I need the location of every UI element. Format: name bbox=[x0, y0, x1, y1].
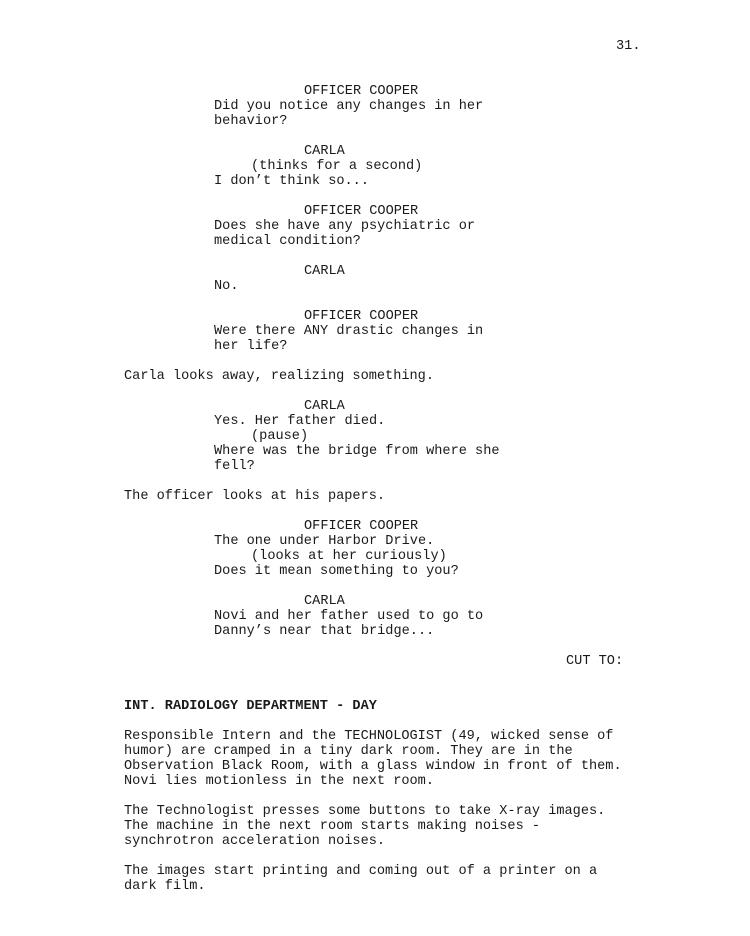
parenthetical: (pause) bbox=[251, 429, 309, 444]
dialogue-block bbox=[124, 399, 684, 474]
action-line: Carla looks away, realizing something. bbox=[124, 369, 434, 384]
dialogue-line: fell? bbox=[214, 459, 255, 474]
dialogue-block bbox=[124, 519, 684, 579]
character-name: OFFICER COOPER bbox=[304, 309, 419, 324]
dialogue-line: No. bbox=[214, 279, 239, 294]
character-name: CARLA bbox=[304, 144, 345, 159]
dialogue-line: Yes. Her father died. bbox=[214, 414, 386, 429]
page-number: 31. bbox=[616, 39, 641, 54]
action-block bbox=[124, 804, 684, 849]
dialogue-line: Does she have any psychiatric or bbox=[214, 219, 476, 234]
action-line: dark film. bbox=[124, 879, 206, 894]
parenthetical: (looks at her curiously) bbox=[251, 549, 447, 564]
script-body bbox=[124, 84, 684, 909]
character-name: CARLA bbox=[304, 594, 345, 609]
parenthetical: (thinks for a second) bbox=[251, 159, 423, 174]
character-name: OFFICER COOPER bbox=[304, 519, 419, 534]
dialogue-block bbox=[124, 594, 684, 639]
action-line: Novi lies motionless in the next room. bbox=[124, 774, 434, 789]
action-block bbox=[124, 489, 684, 504]
scene-heading: INT. RADIOLOGY DEPARTMENT - DAY bbox=[124, 699, 377, 714]
action-block bbox=[124, 864, 684, 894]
dialogue-line: Did you notice any changes in her bbox=[214, 99, 484, 114]
dialogue-line: The one under Harbor Drive. bbox=[214, 534, 435, 549]
transition: CUT TO: bbox=[566, 654, 624, 669]
dialogue-line: Were there ANY drastic changes in bbox=[214, 324, 484, 339]
action-line: The Technologist presses some buttons to take X-ray images. bbox=[124, 804, 606, 819]
dialogue-line: Where was the bridge from where she bbox=[214, 444, 500, 459]
dialogue-block bbox=[124, 144, 684, 189]
character-name: OFFICER COOPER bbox=[304, 204, 419, 219]
dialogue-line: Danny’s near that bridge... bbox=[214, 624, 435, 639]
action-block bbox=[124, 369, 684, 384]
action-line: The machine in the next room starts making noises - bbox=[124, 819, 541, 834]
dialogue-block bbox=[124, 84, 684, 129]
dialogue-line: Novi and her father used to go to bbox=[214, 609, 484, 624]
action-line: The images start printing and coming out of a printer on a bbox=[124, 864, 598, 879]
action-line: synchrotron acceleration noises. bbox=[124, 834, 386, 849]
action-line: Observation Black Room, with a glass window in front of them. bbox=[124, 759, 622, 774]
dialogue-block bbox=[124, 204, 684, 249]
character-name: OFFICER COOPER bbox=[304, 84, 419, 99]
dialogue-block bbox=[124, 309, 684, 354]
action-line: Responsible Intern and the TECHNOLOGIST (49, wicked sense of bbox=[124, 729, 614, 744]
dialogue-block bbox=[124, 264, 684, 294]
dialogue-line: her life? bbox=[214, 339, 288, 354]
action-line: humor) are cramped in a tiny dark room. They are in the bbox=[124, 744, 573, 759]
character-name: CARLA bbox=[304, 264, 345, 279]
dialogue-line: I don’t think so... bbox=[214, 174, 369, 189]
character-name: CARLA bbox=[304, 399, 345, 414]
action-block bbox=[124, 729, 684, 789]
dialogue-line: medical condition? bbox=[214, 234, 361, 249]
dialogue-line: Does it mean something to you? bbox=[214, 564, 459, 579]
action-line: The officer looks at his papers. bbox=[124, 489, 386, 504]
dialogue-line: behavior? bbox=[214, 114, 288, 129]
